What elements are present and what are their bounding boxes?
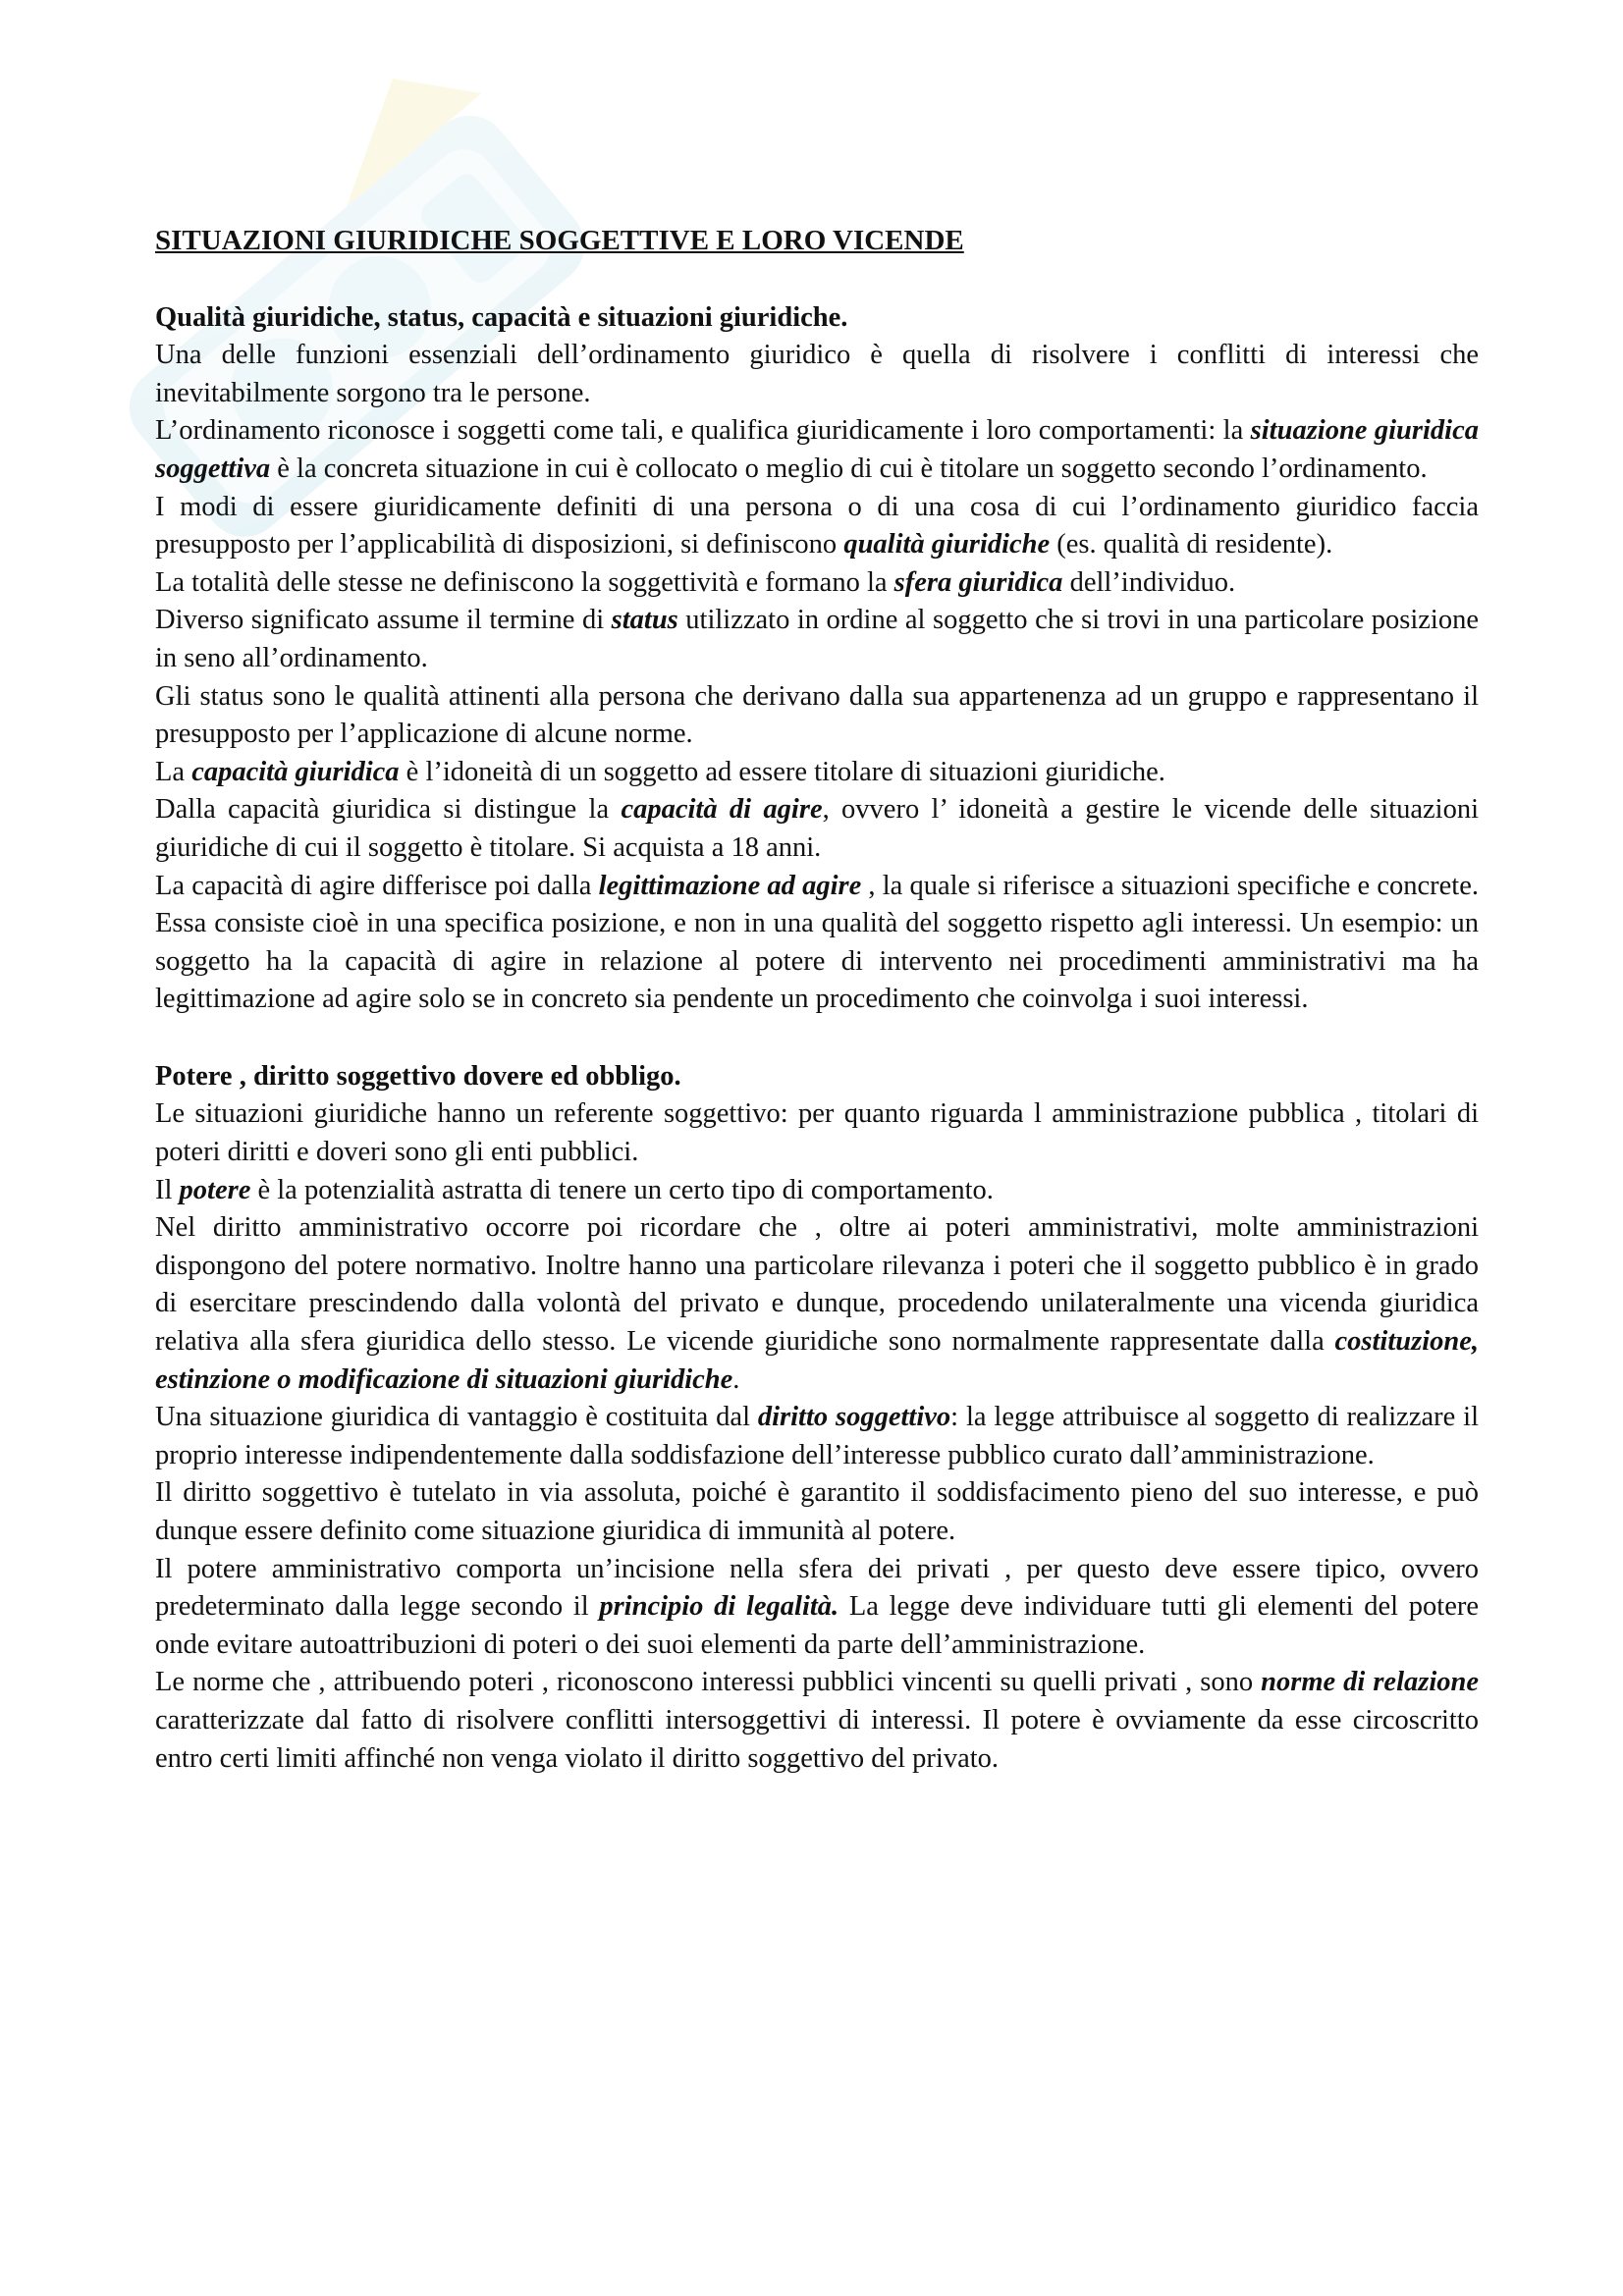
key-term: principio di legalità. — [599, 1591, 839, 1623]
text-span: , la quale si riferisce a situazioni specifiche e concrete. Essa consiste cioè in una specifica posizione, e non in una qualità del soggetto rispetto agli interessi. Un esempio: un soggetto ha la capacità di agire in relazione al potere di intervento nei procedimenti amministrativi ma ha legittimazione ad agire solo se in concreto sia pendente un procedimento che coinvolga i suoi interessi. — [155, 870, 1479, 1015]
paragraph: Le situazioni giuridiche hanno un referente soggettivo: per quanto riguarda l amministrazione pubblica , titolari di poteri diritti e doveri sono gli enti pubblici. — [155, 1098, 1479, 1168]
section-heading: Potere , diritto soggettivo dovere ed obbligo. — [155, 1060, 681, 1092]
document-title: SITUAZIONI GIURIDICHE SOGGETTIVE E LORO VICENDE — [155, 225, 964, 256]
key-term: qualità giuridiche — [843, 529, 1051, 561]
text-span: è l’idoneità di un soggetto ad essere titolare di situazioni giuridiche. — [399, 756, 1165, 787]
key-term: status — [611, 605, 678, 636]
section-spacer — [155, 1019, 1479, 1058]
paragraph — [155, 564, 1479, 603]
text-span: Il — [155, 1174, 180, 1205]
text-span: I modi di essere giuridicamente definiti di una persona o di una cosa di cui l’ordinamento giuridico faccia presupposto per l’applicabilità di disposizioni, si definiscono — [155, 491, 1479, 561]
paragraph — [155, 754, 1479, 792]
text-span: è la concreta situazione in cui è collocato o meglio di cui è titolare un soggetto secondo l’ordinamento. — [270, 453, 1428, 484]
text-span: (es. qualità di residente). — [1050, 529, 1333, 561]
key-term: norme di relazione — [1261, 1667, 1479, 1698]
paragraph — [155, 791, 1479, 867]
key-term: diritto soggettivo — [757, 1402, 951, 1433]
text-span: . — [732, 1363, 740, 1395]
text-span: Il potere amministrativo comporta un’incisione nella sfera dei privati , per questo deve essere tipico, ovvero predeterminato dalla legge secondo il — [155, 1553, 1479, 1623]
paragraph — [155, 1551, 1479, 1665]
text-span: L’ordinamento riconosce i soggetti come tali, e qualifica giuridicamente i loro comportamenti: la — [155, 415, 1251, 447]
text-span: Una situazione giuridica di vantaggio è costituita dal — [155, 1402, 758, 1433]
paragraph — [155, 1209, 1479, 1399]
text-span: La totalità delle stesse ne definiscono la soggettività e formano la — [155, 566, 894, 598]
text-span: dell’individuo. — [1062, 566, 1236, 598]
paragraph — [155, 1399, 1479, 1474]
text-span: è la potenzialità astratta di tenere un certo tipo di comportamento. — [250, 1174, 994, 1205]
text-span: , ovvero l’ idoneità a gestire le vicende delle situazioni giuridiche di cui il soggetto è titolare. Si acquista a 18 anni. — [155, 794, 1479, 863]
text-span: Nel diritto amministrativo occorre poi ricordare che , oltre ai poteri amministrativi, molte amministrazioni dispongono del potere normativo. Inoltre hanno una particolare rilevanza i poteri che il soggetto pubblico è in grado di esercitare prescindendo dalla volontà del privato e dunque, procedendo unilateralmente una vicenda giuridica relativa alla sfera giuridica dello stesso. Le vicende giuridiche sono normalmente rappresentate dalla — [155, 1212, 1479, 1358]
text-span: utilizzato in ordine al soggetto che si trovi in una particolare posizione in seno all’ordinamento. — [155, 605, 1479, 673]
key-term: capacità giuridica — [191, 756, 400, 787]
text-span: Le norme che , attribuendo poteri , riconoscono interessi pubblici vincenti su quelli privati , sono — [155, 1667, 1262, 1698]
document-body — [155, 222, 1479, 1778]
paragraph — [155, 602, 1479, 677]
text-span: caratterizzate dal fatto di risolvere conflitti intersoggettivi di interessi. Il potere è ovviamente da esse circoscritto entro certi limiti affinché non venga violato il diritto soggettivo del privato. — [155, 1704, 1479, 1774]
text-span: Dalla capacità giuridica si distingue la — [155, 794, 622, 826]
key-term: potere — [179, 1174, 251, 1205]
paragraph: Il diritto soggettivo è tutelato in via assoluta, poiché è garantito il soddisfacimento pieno del suo interesse, e può dunque essere definito come situazione giuridica di immunità al potere. — [155, 1477, 1479, 1546]
key-term: situazione giuridica soggettiva — [155, 415, 1479, 484]
section-heading: Qualità giuridiche, status, capacità e situazioni giuridiche. — [155, 301, 848, 333]
paragraph: Gli status sono le qualità attinenti alla persona che derivano dalla sua appartenenza ad un gruppo e rappresentano il presupposto per l’applicazione di alcune norme. — [155, 680, 1479, 750]
paragraph — [155, 868, 1479, 1019]
key-term: costituzione, estinzione o modificazione di situazioni giuridiche — [155, 1326, 1479, 1395]
text-span: Diverso significato assume il termine di — [155, 605, 612, 636]
text-span: La — [155, 756, 192, 787]
paragraph — [155, 1664, 1479, 1778]
paragraph — [155, 1172, 1479, 1210]
text-span: : la legge attribuisce al soggetto di realizzare il proprio interesse indipendentemente dalla soddisfazione dell’interesse pubblico curato dall’amministrazione. — [155, 1402, 1479, 1470]
paragraph — [155, 412, 1479, 488]
key-term: legittimazione ad agire — [598, 870, 862, 901]
key-term: sfera giuridica — [893, 566, 1063, 598]
paragraph — [155, 489, 1479, 564]
text-span: La legge deve individuare tutti gli elementi del potere onde evitare autoattribuzioni di poteri o dei suoi elementi da parte dell’amministrazione. — [155, 1591, 1479, 1660]
text-span: La capacità di agire differisce poi dalla — [155, 870, 599, 901]
paragraph: Una delle funzioni essenziali dell’ordinamento giuridico è quella di risolvere i conflitti di interessi che inevitabilmente sorgono tra le persone. — [155, 340, 1479, 408]
key-term: capacità di agire — [621, 794, 823, 826]
